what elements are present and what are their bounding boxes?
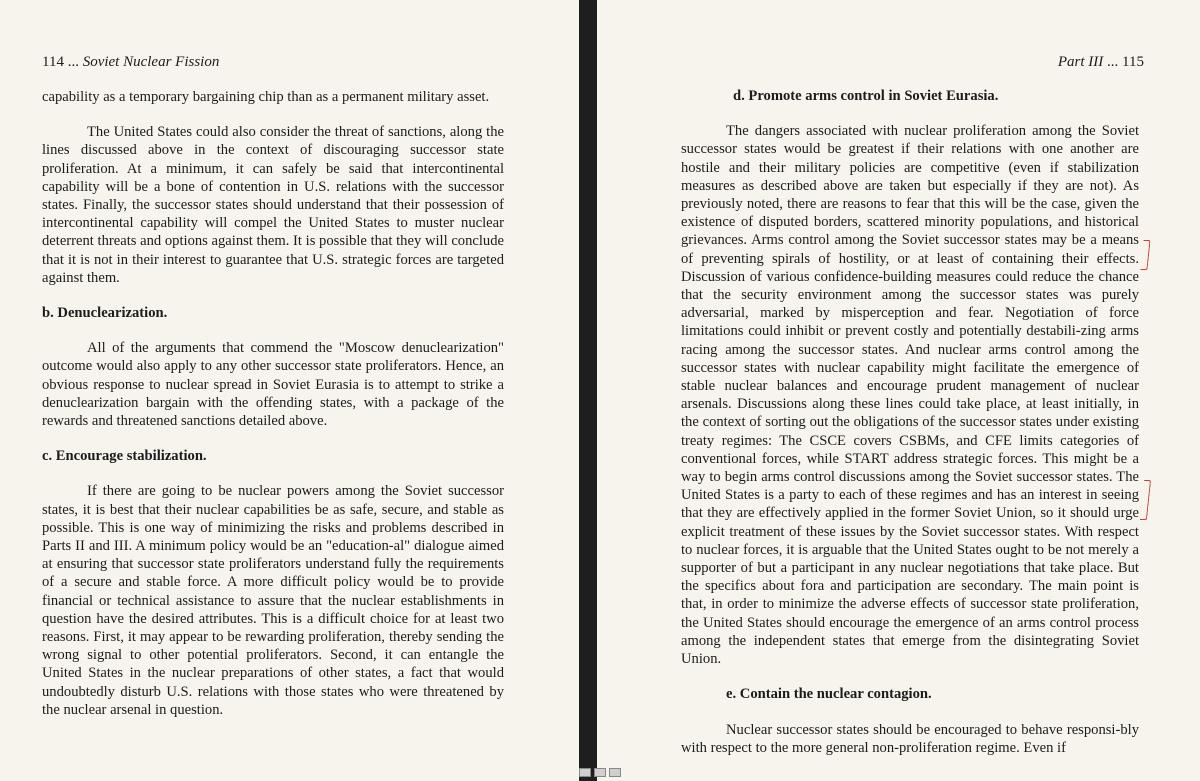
right-header-separator: ... (1107, 54, 1119, 70)
paragraph: All of the arguments that commend the "Moscow denuclearization" outcome would also apply to any other successor state proliferators. Hence, an obvious response to nuclear spread in Soviet Eurasia is to attempt to strike a denuclearization bargain with the offending states, with a package of the rewards and threatened sanctions detailed above. (42, 340, 504, 430)
left-page (0, 0, 579, 781)
right-page-number: 115 (1122, 54, 1144, 70)
page-view-toggle[interactable] (572, 768, 628, 778)
right-page-body (681, 87, 1139, 757)
paragraph: The dangers associated with nuclear proliferation among the Soviet successor states would be greatest if their relations with one another are hostile and their military policies are competitive (even if stabilization measures as described above are taken but especially if they are not). As previously noted, there are reasons to fear that this will be the case, given the existence of disputed borders, scattered minority populations, and historical grievances. Arms control among the Soviet successor states may be a means of preventing spirals of hostility, or at least of containing their effects. Discussion of various confidence-building measures could reduce the chance that the security environment among the successor states was purely adversarial, marked by misperception and fear. Negotiation of force limitations could inhibit or prevent costly and potentially destabili-zing arms racing among the successor states. And nuclear arms control among the successor states with nuclear capability might facilitate the emergence of stable nuclear balances and encourage prudent management of nuclear arsenals. Discussions along these lines could take place, at least initially, in the context of sorting out the obligations of the successor states under existing treaty regimes: The CSCE covers CSBMs, and CFE limits categories of conventional forces, while START address strategic forces. This might be a way to begin arms control discussions among the Soviet successor states. The United States is a party to each of these regimes and has an interest in seeing that they are effectively applied in the former Soviet Union, so it should urge explicit treatment of these issues by the Soviet successor states. With respect to nuclear forces, it is arguable that the United States ought to be not merely a supporter of but a participant in any nuclear negotiations that take place. But the specifics about fora and participation are secondary. The main point is that, in order to minimize the adverse effects of successor state proliferation, the United States should encourage the emergence of an arms control process among the independent states that emerge from the disintegrating Soviet Union. (681, 123, 1139, 668)
book-gutter (579, 0, 597, 781)
section-heading: b. Denuclearization. (42, 305, 168, 322)
left-page-number: 114 (42, 54, 64, 70)
right-page (597, 0, 1200, 781)
margin-bracket-annotation (1140, 480, 1151, 520)
left-page-body (42, 88, 504, 719)
section-heading: c. Encourage stabilization. (42, 448, 207, 465)
paragraph: The United States could also consider the threat of sanctions, along the lines discussed above in the context of discouraging successor state proliferation. At a minimum, it can safely be said that intercontinental capability will be a bone of contention in U.S. relations with the successor states. Finally, the successor states should understand that their possession of intercontinental capability will compel the United States to muster nuclear deterrent threats and options against them. It is possible that they will conclude that it is not in their interest to guarantee that U.S. strategic forces are targeted against them. (42, 124, 504, 286)
right-page-header (1058, 52, 1144, 72)
two-page-view-icon[interactable] (594, 768, 606, 777)
section-heading: e. Contain the nuclear contagion. (726, 686, 932, 703)
paragraph: Nuclear successor states should be encouraged to behave responsi-bly with respect to the more general non-proliferation regime. Even if (681, 721, 1139, 756)
left-page-header (42, 52, 219, 72)
right-running-title: Part III (1057, 54, 1104, 70)
section-heading: d. Promote arms control in Soviet Eurasia. (733, 88, 999, 104)
paragraph: If there are going to be nuclear powers among the Soviet successor states, it is best that their nuclear capabilities be as safe, secure, and stable as possible. This is one way of minimizing the risks and problems described in Parts II and III. A minimum policy would be an "education-al" dialogue aimed at ensuring that successor state proliferators understand fully the requirements of a secure and stable force. A more difficult policy would be to provide financial or technical assistance to assure that the nuclear establishments in question have the desired attributes. This is a difficult choice for at least two reasons. First, it may appear to be rewarding proliferation, thereby sending the wrong signal to other potential proliferators. Second, it can entangle the United States in the nuclear preparations of other states, a fact that would undoubtedly disturb U.S. relations with those states who were threatened by the nuclear arsenal in question. (42, 483, 504, 718)
single-page-view-icon[interactable] (579, 768, 591, 777)
margin-bracket-annotation (1140, 240, 1150, 270)
left-running-title: Soviet Nuclear Fission (82, 54, 220, 70)
left-header-separator: ... (67, 54, 79, 70)
thumbnail-view-icon[interactable] (609, 768, 621, 777)
paragraph: capability as a temporary bargaining chip than as a permanent military asset. (42, 89, 490, 105)
